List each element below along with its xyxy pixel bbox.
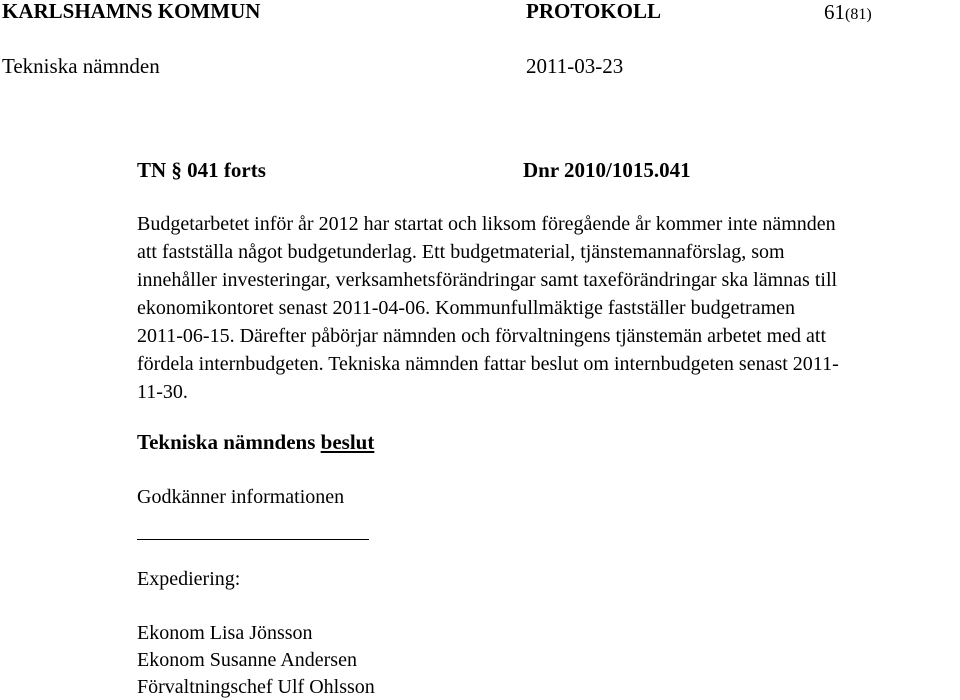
committee-name: Tekniska nämnden [2, 54, 160, 78]
body-line: 2011-06-15. Därefter påbörjar nämnden och förvaltningens tjänstemän arbetet med att [137, 325, 827, 347]
diary-number: Dnr 2010/1015.041 [523, 158, 691, 182]
body-line: innehåller investeringar, verksamhetsförändringar samt taxeförändringar ska lämnas till [137, 269, 838, 291]
distribution-recipient: Förvaltningschef Ulf Ohlsson [137, 676, 375, 698]
page-total: (81) [845, 6, 872, 23]
meeting-date: 2011-03-23 [526, 54, 624, 78]
body-line: att fastställa något budgetunderlag. Ett budgetmaterial, tjänstemannaförslag, som [137, 241, 785, 263]
body-line: 11-30. [137, 381, 188, 403]
distribution-recipient: Ekonom Lisa Jönsson [137, 622, 313, 644]
decision-text: Godkänner informationen [137, 486, 345, 508]
document-type: PROTOKOLL [526, 0, 661, 23]
decision-heading [137, 432, 374, 453]
body-line: fördela internbudgeten. Tekniska nämnden fattar beslut om internbudgeten senast 2011- [137, 353, 839, 375]
decision-heading-prefix: Tekniska nämndens [137, 430, 321, 454]
separator-line [137, 539, 369, 540]
body-line: Budgetarbetet inför år 2012 har startat och liksom föregående år kommer inte nämnden [137, 213, 836, 235]
page-indicator [824, 2, 872, 23]
page-number: 61 [824, 0, 845, 24]
paragraph-reference: TN § 041 forts [137, 158, 266, 182]
organization-name: KARLSHAMNS KOMMUN [2, 0, 261, 23]
body-paragraph [137, 210, 957, 406]
decision-heading-underlined: beslut [320, 430, 375, 454]
body-line: ekonomikontoret senast 2011-04-06. Kommunfullmäktige fastställer budgetramen [137, 297, 795, 319]
distribution-label: Expediering: [137, 568, 241, 590]
distribution-recipient: Ekonom Susanne Andersen [137, 649, 357, 671]
